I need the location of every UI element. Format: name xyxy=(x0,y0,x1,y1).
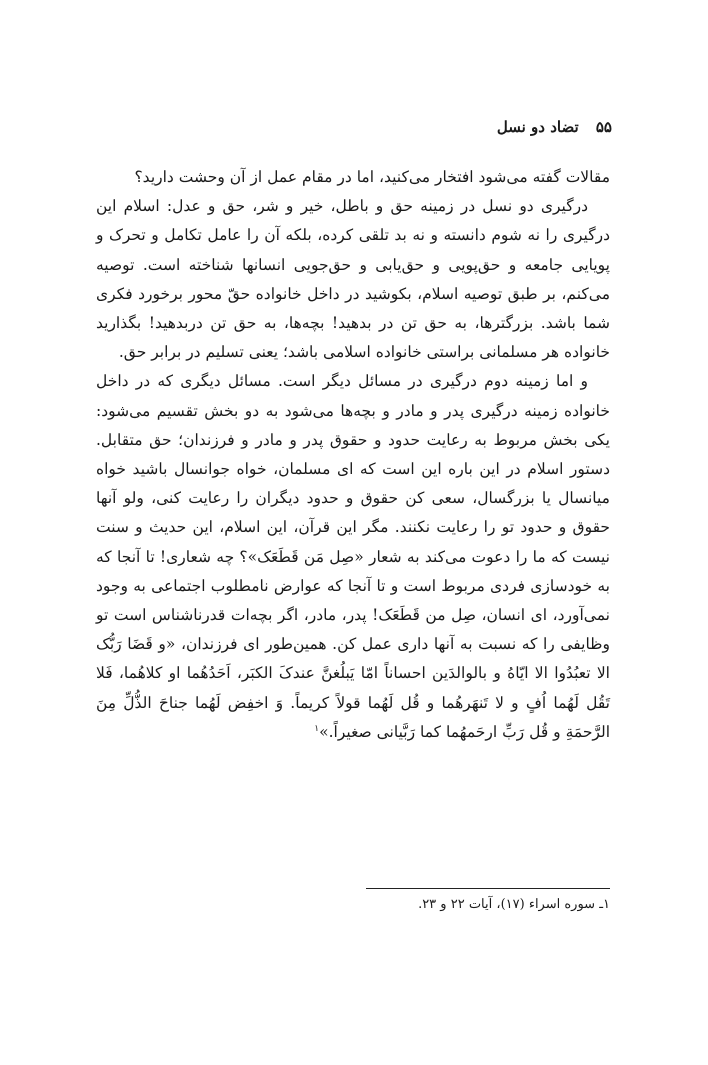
page-number: ۵۵ xyxy=(595,118,612,136)
body-text xyxy=(96,163,610,747)
paragraph-3 xyxy=(96,367,610,747)
footnote-divider xyxy=(366,888,610,889)
paragraph-2: درگیری دو نسل در زمینه حق و باطل، خیر و شر، حق و عدل: اسلام این درگیری را نه شوم دانسته و نه بد تلقی کرده، بلکه آن را عامل تکامل و تحرک و پویایی جامعه و حق‌پویی و حق‌یابی و حق‌جویی انسانها شناخته است. توصیه می‌کنم، بر طبق توصیه اسلام، بکوشید در داخل خانواده حقّ محور برخورد فکری شما باشد. بزرگترها، به حق تن در بدهید! بچه‌ها، به حق تن دربدهید! بگذارید خانواده هر مسلمانی براستی خانواده اسلامی باشد؛ یعنی تسلیم در برابر حق. xyxy=(96,197,610,362)
chapter-title: تضاد دو نسل xyxy=(496,118,579,136)
running-header xyxy=(96,118,612,136)
footnote: ۱ـ سوره اسراء (۱۷)، آیات ۲۲ و ۲۳. xyxy=(418,897,610,912)
footnote-reference: ۱ xyxy=(314,723,320,734)
paragraph-3-text: و اما زمینه دوم درگیری در مسائل دیگر است. مسائل دیگری که در داخل خانواده زمینه درگیری پدر و مادر و بچه‌ها می‌شود به دو بخش تقسیم می‌شود: یکی بخش مربوط به رعایت حدود و حقوق پدر و مادر و فرزندان؛ حق متقابل. دستور اسلام در این باره این است که ای مسلمان، خواه جوانسال باشید خواه میانسال یا بزرگسال، سعی کن حقوق و حدود دیگران را رعایت کنی، ولو آنها حقوق و حدود تو را رعایت نکنند. مگر این قرآن، این اسلام، این حدیث و سنت نیست که ما را دعوت می‌کند به شعار «صِل مَن قَطَعَک»؟ چه شعاری! تا آنجا که به خودسازی فردی مربوط است و تا آنجا که عوارض نامطلوب اجتماعی به وجود نمی‌آورد، ای انسان، صِل من قَطَعَک! پدر، مادر، اگر بچه‌ات قدرناشناس است تو وظایفی را که نسبت به آنها داری عمل کن. همین‌طور ای فرزندان، «و قَضَا رَبُّک الا تعبُدُوا الا ایّاهُ و بالوالدَین احساناً امّا یَبلُغنَّ عندکَ الکبَر، اَحَدُهُما او کلاهُما، فَلا تَقُل لَهُما اُفٍ و لا تَنهَرهُما و قُل لَهُما قولاً کریماً. وَ اخفِض لَهُما جناحَ الذُّلِّ مِنَ الرَّحمَةِ و قُل رَبِّ ارحَمهُما کما رَبَّیانی صغیراً.» xyxy=(96,372,610,741)
paragraph-1: مقالات گفته می‌شود افتخار می‌کنید، اما در مقام عمل از آن وحشت دارید؟ xyxy=(134,168,610,186)
